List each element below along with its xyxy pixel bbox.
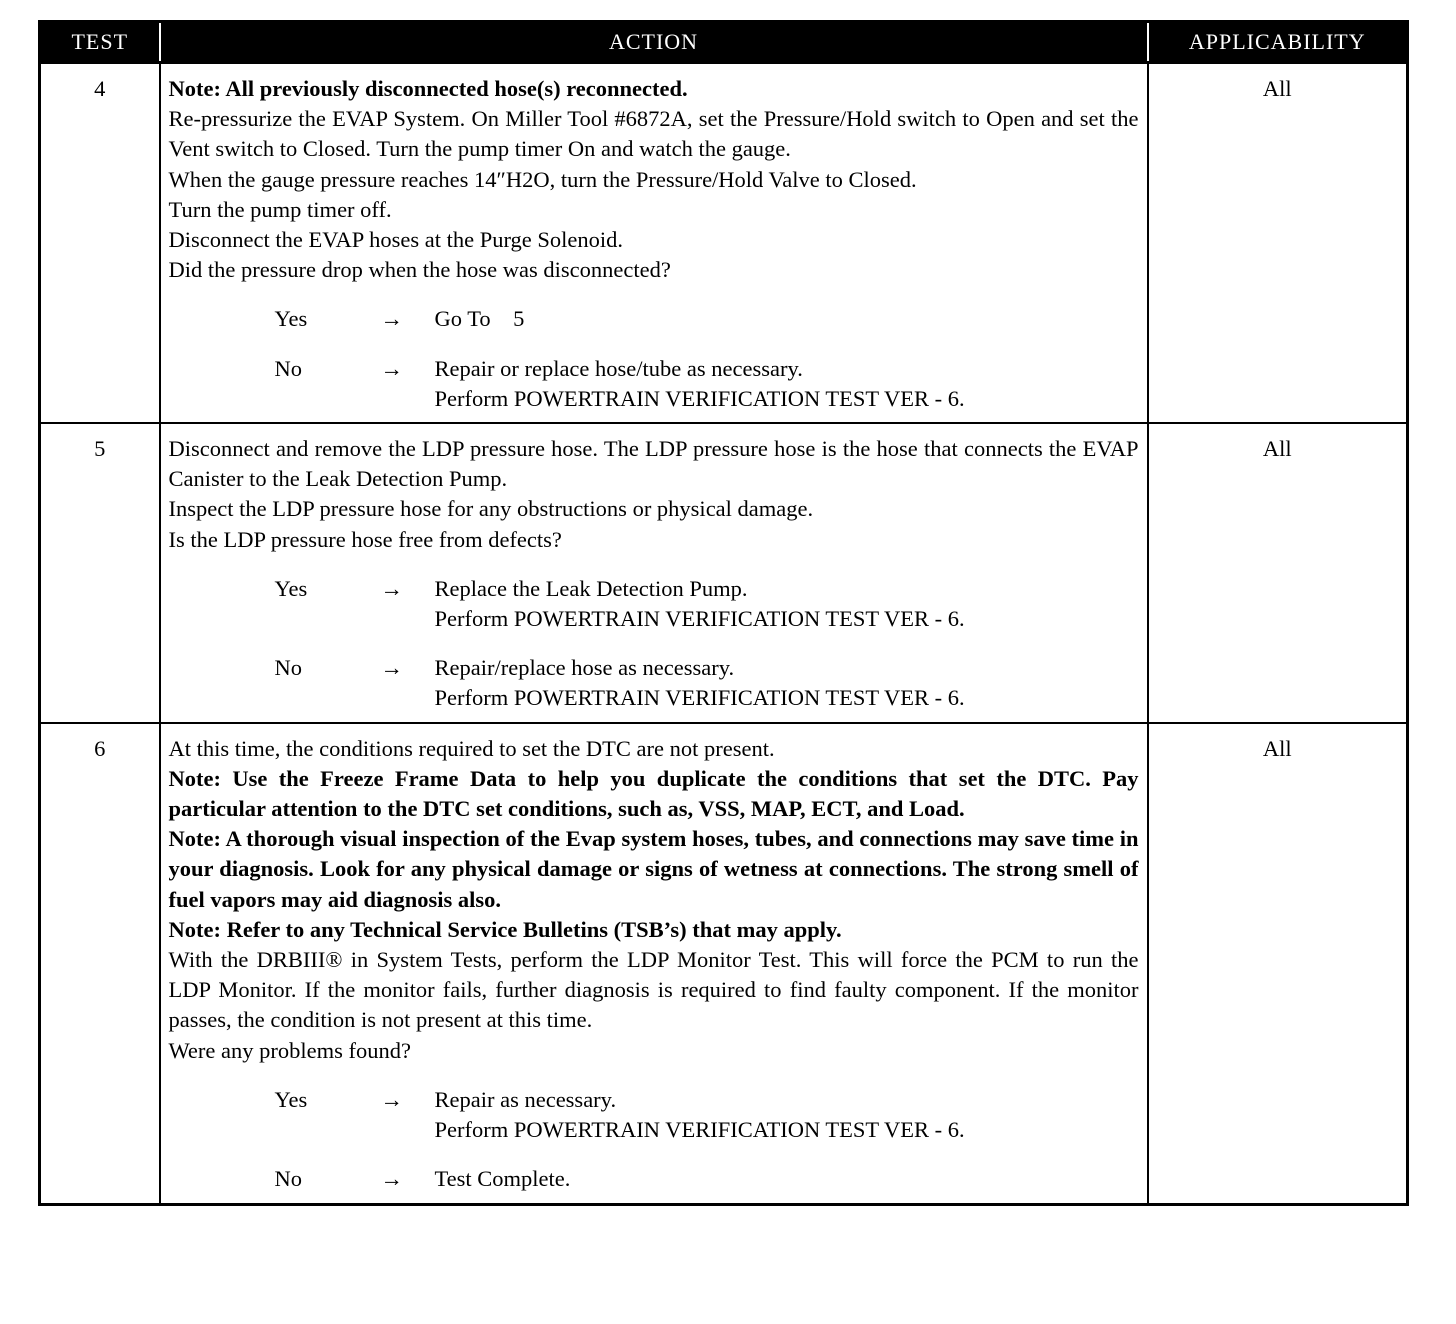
header-applicability: APPLICABILITY: [1148, 22, 1408, 63]
result-line: Perform POWERTRAIN VERIFICATION TEST VER - 6.: [434, 606, 965, 632]
result-line: Perform POWERTRAIN VERIFICATION TEST VER - 6.: [434, 685, 965, 711]
result-line: Perform POWERTRAIN VERIFICATION TEST VER - 6.: [434, 1117, 965, 1143]
result-line: Perform POWERTRAIN VERIFICATION TEST VER - 6.: [434, 385, 965, 411]
answer-result: [435, 1164, 1139, 1194]
answer-result: [435, 304, 1139, 334]
header-test: TEST: [40, 22, 160, 63]
table-body: [40, 63, 1408, 1205]
action-text: Disconnect and remove the LDP pressure hose. The LDP pressure hose is the hose that connects the EVAP Canister to the Leak Detection Pump.: [168, 436, 1139, 492]
answer-no: [275, 653, 1139, 713]
note-text: Note: All previously disconnected hose(s) reconnected.: [168, 76, 688, 101]
action-text: When the gauge pressure reaches 14″H2O, turn the Pressure/Hold Valve to Closed.: [168, 166, 917, 192]
action-cell: [160, 63, 1148, 424]
result-line: Repair as necessary.: [434, 1086, 617, 1112]
note-text: Note: Refer to any Technical Service Bulletins (TSB’s) that may apply.: [168, 916, 842, 942]
answer-label: Yes: [274, 575, 308, 601]
answer-list: [169, 304, 1139, 414]
answer-label: Yes: [274, 1086, 308, 1112]
action-text: At this time, the conditions required to set the DTC are not present.: [168, 735, 775, 761]
result-line: Go To 5: [434, 306, 525, 332]
answer-no: [275, 354, 1139, 414]
answer-yes: [275, 574, 1139, 634]
action-text: Disconnect the EVAP hoses at the Purge Solenoid.: [168, 227, 624, 253]
result-line: Test Complete.: [434, 1166, 571, 1192]
action-text: With the DRBIII® in System Tests, perform the LDP Monitor Test. This will force the PCM to run the LDP Monitor. If the monitor fails, further diagnosis is required to find faulty component. If the monitor passes, the condition is not present at this time.: [168, 947, 1139, 1033]
applicability-value: All: [1148, 63, 1408, 424]
note-text: Note: Use the Freeze Frame Data to help you duplicate the conditions that set the DTC. Pay particular attention to the DTC set conditions, such as, VSS, MAP, ECT, and Load.: [168, 765, 1139, 822]
action-text: Is the LDP pressure hose free from defects?: [168, 526, 562, 552]
answer-yes: [275, 1085, 1139, 1145]
applicability-value: All: [1148, 423, 1408, 723]
answer-result: [435, 1085, 1139, 1145]
diagnostic-test-table: [38, 20, 1409, 1206]
right-arrow-icon: →: [380, 655, 403, 681]
test-number: 6: [40, 723, 160, 1204]
action-text: Did the pressure drop when the hose was disconnected?: [168, 257, 671, 283]
result-line: Replace the Leak Detection Pump.: [434, 575, 748, 601]
result-line: Repair/replace hose as necessary.: [434, 655, 735, 681]
action-cell: [160, 723, 1148, 1204]
answer-yes: [275, 304, 1139, 334]
test-number: 4: [40, 63, 160, 424]
test-row: [40, 423, 1408, 723]
right-arrow-icon: →: [380, 1086, 403, 1112]
header-action: ACTION: [160, 22, 1148, 63]
action-text: Inspect the LDP pressure hose for any obstructions or physical damage.: [168, 496, 814, 522]
diagnostic-procedure-page: [38, 20, 1406, 1206]
note-text: Note: A thorough visual inspection of the Evap system hoses, tubes, and connections may save time in your diagnosis. Look for any physical damage or signs of wetness at connections. The strong smell of fuel vapors may aid diagnosis also.: [168, 826, 1139, 912]
right-arrow-icon: →: [380, 355, 403, 381]
right-arrow-icon: →: [380, 1166, 403, 1192]
answer-result: [435, 574, 1139, 634]
right-arrow-icon: →: [380, 306, 403, 332]
answer-label: No: [274, 655, 302, 681]
answer-label: No: [274, 1166, 302, 1192]
answer-label: No: [274, 355, 302, 381]
applicability-value: All: [1148, 723, 1408, 1204]
test-row: [40, 723, 1408, 1204]
action-text: Turn the pump timer off.: [168, 196, 392, 222]
action-text: Were any problems found?: [168, 1037, 411, 1063]
answer-result: [435, 653, 1139, 713]
answer-list: [169, 1085, 1139, 1195]
answer-list: [169, 574, 1139, 714]
right-arrow-icon: →: [380, 575, 403, 601]
answer-result: [435, 354, 1139, 414]
result-line: Repair or replace hose/tube as necessary.: [434, 355, 803, 381]
table-header: [40, 22, 1408, 63]
answer-no: [275, 1164, 1139, 1194]
action-text: Re-pressurize the EVAP System. On Miller Tool #6872A, set the Pressure/Hold switch to Open and set the Vent switch to Closed. Turn the pump timer On and watch the gauge.: [168, 106, 1139, 162]
action-cell: [160, 423, 1148, 723]
test-row: [40, 63, 1408, 424]
test-number: 5: [40, 423, 160, 723]
answer-label: Yes: [274, 306, 308, 332]
